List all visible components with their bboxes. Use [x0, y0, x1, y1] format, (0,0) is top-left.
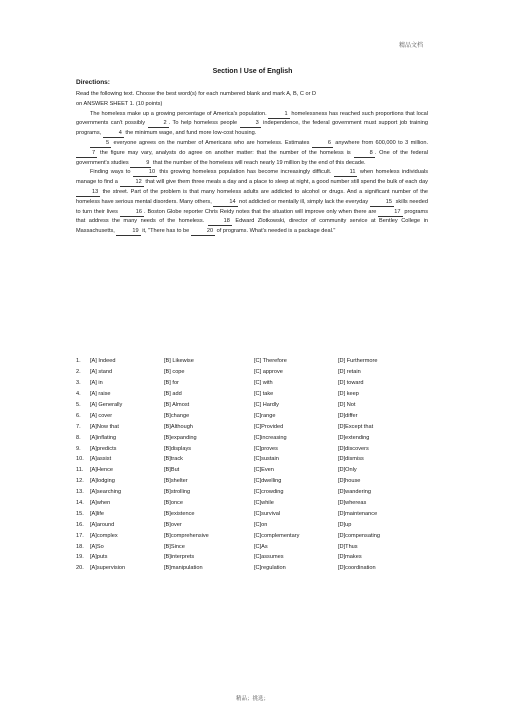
question-number: 4.	[76, 391, 81, 398]
instruction-line: Read the following text. Choose the best word(s) for each numbered blank and mark A, B, C or D	[76, 91, 317, 97]
option-b: [B]track	[164, 456, 183, 463]
option-row	[76, 552, 436, 563]
option-d: [D]Thus	[338, 543, 358, 550]
option-c: [C]while	[254, 500, 274, 507]
option-d: [D]up	[338, 521, 352, 528]
option-row	[76, 367, 436, 378]
passage-text: Finding ways to	[90, 169, 133, 176]
passage-text: homelessness has reached such proportions that local governments can't possibly	[76, 110, 428, 127]
passage-text: that the number of the homeless will reach nearly 19 million by the end of this decade.	[151, 159, 366, 166]
question-number: 17.	[76, 532, 84, 539]
option-c: [C]Provided	[254, 423, 284, 430]
passage-text: the minimum wage, and fund more low-cost housing.	[123, 130, 257, 137]
blank-17: 17	[378, 209, 402, 217]
option-a: [A]puts	[90, 554, 108, 561]
option-a: [A]Hence	[90, 467, 114, 474]
passage-text: skills needed to turn their lives	[76, 198, 428, 215]
passage-text: anywhere from 600,000 to 3 million.	[332, 139, 428, 146]
question-number: 20.	[76, 565, 84, 572]
question-number: 16.	[76, 521, 84, 528]
passage-text: . To help homeless people	[168, 120, 240, 127]
option-c: [C]proves	[254, 445, 278, 452]
option-c: [C]dwelling	[254, 478, 282, 485]
option-a: [A] raise	[90, 391, 111, 398]
instruction-line: on ANSWER SHEET 1. (10 points)	[76, 100, 163, 107]
option-b: [B] add	[164, 391, 182, 398]
passage-text: . One of the federal government's studies	[76, 149, 428, 166]
option-c: [C]As	[254, 543, 268, 550]
blank-4: 4	[103, 130, 124, 138]
blank-6: 6	[312, 140, 333, 148]
question-number: 19.	[76, 554, 84, 561]
option-a: [A]inflating	[90, 434, 117, 441]
option-b: [B] cope	[164, 369, 185, 376]
option-a: [A]So	[90, 543, 104, 550]
option-d: [D]house	[338, 478, 361, 485]
option-b: [B]over	[164, 521, 182, 528]
option-c: [C] take	[254, 391, 274, 398]
option-b: [B]manipulation	[164, 565, 203, 572]
option-b: [B]shelter	[164, 478, 188, 485]
passage-text: The homeless make up a growing percentage of America's population.	[90, 110, 269, 117]
option-row	[76, 443, 436, 454]
passage-text: the figure may vary, analysts do agree on another matter: that the number of the homeless is	[97, 149, 354, 156]
option-b: [B]interprets	[164, 554, 195, 561]
passage-text: not addicted or mentally ill, simply lack the everyday	[237, 198, 370, 205]
question-number: 14.	[76, 500, 84, 507]
option-c: [C]assumes	[254, 554, 284, 561]
option-a: [A]predicts	[90, 445, 117, 452]
option-c: [C]regulation	[254, 565, 286, 572]
blank-14: 14	[213, 199, 237, 207]
option-d: [D] keep	[338, 391, 359, 398]
option-a: [A]supervision	[90, 565, 126, 572]
option-row	[76, 476, 436, 487]
question-number: 8.	[76, 434, 81, 441]
option-d: [D] toward	[338, 380, 364, 387]
section-title: Section Ⅰ Use of English	[212, 68, 293, 75]
option-a: [A] stand	[90, 369, 113, 376]
option-row	[76, 389, 436, 400]
passage-text: everyone agrees on the number of Americans who are homeless. Estimates	[111, 139, 312, 146]
blank-7: 7	[76, 150, 97, 158]
option-c: [C] approve	[254, 369, 283, 376]
option-row	[76, 432, 436, 443]
option-b: [B] Likewise	[164, 358, 194, 365]
option-a: [A]assist	[90, 456, 112, 463]
option-b: [B]expanding	[164, 434, 197, 441]
question-number: 18.	[76, 543, 84, 550]
option-b: [B]once	[164, 500, 183, 507]
option-a: [A]around	[90, 521, 115, 528]
option-row	[76, 498, 436, 509]
option-c: [C] with	[254, 380, 273, 387]
option-a: [A]lodging	[90, 478, 115, 485]
question-number: 6.	[76, 412, 81, 419]
passage	[76, 90, 428, 237]
paragraph-1	[76, 110, 428, 139]
passage-text: this growing homeless population has become increasingly difficult.	[157, 169, 334, 176]
option-row	[76, 563, 436, 574]
blank-9: 9	[130, 160, 151, 168]
passage-text: it, "There has to be	[140, 228, 191, 235]
option-row	[76, 356, 436, 367]
option-row	[76, 421, 436, 432]
paragraph-3	[76, 168, 428, 237]
blank-11: 11	[334, 169, 358, 177]
question-number: 1.	[76, 358, 81, 365]
blank-18: 18	[208, 218, 232, 226]
question-number: 5.	[76, 402, 81, 408]
blank-19: 19	[116, 228, 140, 236]
question-number: 3.	[76, 380, 81, 387]
option-row	[76, 487, 436, 498]
question-number: 11.	[76, 467, 84, 474]
option-d: [D] Furthermore	[338, 358, 378, 365]
option-a: [A]Now that	[90, 423, 119, 430]
question-number: 12.	[76, 478, 84, 485]
option-d: [D]compensating	[338, 532, 380, 539]
option-b: [B] for	[164, 380, 179, 387]
option-row	[76, 378, 436, 389]
blank-8: 8	[354, 150, 375, 158]
option-b: [B]But	[164, 467, 180, 474]
header-watermark: 精品文档	[398, 43, 423, 49]
passage-text: programs that address the many needs of the homeless.	[76, 208, 428, 225]
option-d: [D]maintenance	[338, 510, 378, 517]
option-a: [A]life	[90, 510, 104, 517]
option-row	[76, 410, 436, 421]
option-d: [D]Only	[338, 467, 357, 474]
option-d: [D]makes	[338, 554, 362, 561]
option-c: [C]survival	[254, 510, 281, 517]
option-row	[76, 465, 436, 476]
passage-text: Edward Zlotkowski, director of community service at Bentley College in Massachusetts,	[76, 218, 428, 235]
option-d: [D]differ	[338, 412, 358, 419]
blank-15: 15	[370, 199, 394, 207]
blank-2: 2	[148, 120, 169, 128]
option-b: [B]displays	[164, 445, 192, 452]
option-d: [D]coordination	[338, 565, 376, 572]
option-c: [C]sustain	[254, 456, 279, 463]
passage-text: that will give them three meals a day and a place to sleep at night, a good number still spend the bulk of each day	[143, 179, 428, 186]
option-d: [D]dismiss	[338, 456, 364, 463]
blank-16: 16	[120, 209, 144, 217]
option-a: [A] cover	[90, 412, 113, 419]
option-d: [D]Except that	[338, 423, 374, 430]
question-number: 15.	[76, 510, 84, 517]
option-row	[76, 530, 436, 541]
blank-10: 10	[133, 169, 157, 177]
question-number: 10.	[76, 456, 84, 463]
option-d: [D] retain	[338, 369, 361, 376]
option-row	[76, 400, 436, 411]
directions-label: Directions:	[76, 79, 110, 86]
question-number: 2.	[76, 369, 81, 376]
option-c: [C] Hardly	[254, 402, 279, 408]
option-a: [A]complex	[90, 532, 118, 539]
blank-1: 1	[268, 111, 289, 119]
option-c: [C] Therefore	[254, 358, 287, 365]
option-b: [B]Since	[164, 543, 185, 550]
option-row	[76, 541, 436, 552]
question-number: 13.	[76, 489, 84, 496]
option-row	[76, 454, 436, 465]
question-number: 7.	[76, 423, 81, 430]
option-row	[76, 508, 436, 519]
footer-watermark: 精品；挑选；	[235, 696, 269, 702]
passage-text: when homeless individuals manage to find a	[76, 169, 428, 186]
passage-text: . Boston Globe reporter Chris Reidy notes that the situation will improve only when there are	[144, 208, 379, 215]
option-d: [D]discovers	[338, 445, 369, 452]
passage-text: the street. Part of the problem is that many homeless adults are addicted to alcohol or drugs. And a significant number of the homeless have serious mental disorders. Many others,	[76, 188, 428, 205]
option-a: [A] in	[90, 380, 103, 387]
option-b: [B]existence	[164, 510, 195, 517]
option-b: [B] Almost	[164, 402, 190, 408]
option-row	[76, 519, 436, 530]
passage-text: independence, the federal government must support job training programs,	[76, 120, 428, 137]
option-a: [A]searching	[90, 489, 122, 496]
blank-13: 13	[76, 189, 100, 197]
option-a: [A] Generally	[90, 402, 123, 408]
option-c: [C]increasing	[254, 434, 287, 441]
option-d: [D]whereas	[338, 500, 367, 507]
blank-3: 3	[240, 120, 261, 128]
option-c: [C]range	[254, 412, 276, 419]
passage-text: of programs. What's needed is a package deal."	[215, 228, 336, 235]
question-number: 9.	[76, 445, 81, 452]
option-d: [D] Not	[338, 402, 356, 408]
option-c: [C]on	[254, 521, 268, 528]
option-d: [D]wandering	[338, 489, 371, 496]
option-a: [A] Indeed	[90, 358, 116, 365]
option-c: [C]complementary	[254, 532, 300, 539]
option-a: [A]when	[90, 500, 111, 507]
option-c: [C]crowding	[254, 489, 284, 496]
paragraph-2	[76, 139, 428, 168]
blank-20: 20	[191, 228, 215, 236]
option-d: [D]extending	[338, 434, 370, 441]
options-list	[76, 356, 436, 574]
blank-5: 5	[90, 140, 111, 148]
option-c: [C]Even	[254, 467, 274, 474]
option-b: [B]strolling	[164, 489, 191, 496]
option-b: [B]change	[164, 412, 190, 419]
blank-12: 12	[120, 179, 144, 187]
option-b: [B]Although	[164, 423, 193, 430]
option-b: [B]comprehensive	[164, 532, 209, 539]
